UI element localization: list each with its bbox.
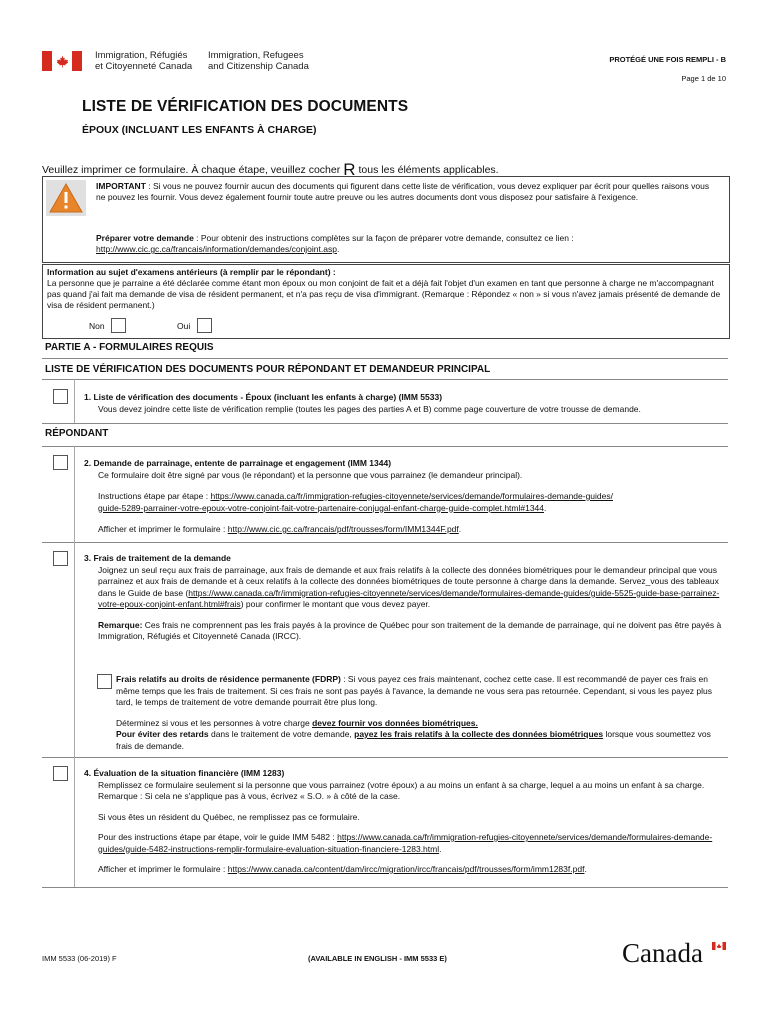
page-title: LISTE DE VÉRIFICATION DES DOCUMENTS (82, 98, 409, 115)
yes-label: Oui (177, 321, 191, 331)
item3-guide-link[interactable]: https://www.canada.ca/fr/immigration-refugies-citoyennete/services/demande/formulaires-demande-guides/guide-5525-guide-base-parrainez-votre-epoux-conjoint-enfant.html#frais (98, 587, 720, 609)
fdrp-text: Frais relatifs au droits de résidence permanente (FDRP) : Si vous payez ces frais maintenant, cochez cette case. Il est recommandé de payer ces frais en même temps que les frais de traitement. Si ces frais ne sont pas payés à l'avance, la demande ne vous sera pas retournée. Cependant, si vous les payez plus tard, le temps de traitement de votre demande pourrait être plus long. Déterminez si vous et les personnes à votre charge devez fournir vos données biométriques. Pour éviter des retards dans le traitement de votre demande, payez les frais relatifs à la collecte des données biométriques lorsque vous soumettez vos frais de demande. (116, 674, 713, 751)
wordmark-flag-icon (712, 942, 726, 950)
item4-form-link[interactable]: https://www.canada.ca/content/dam/ircc/migration/ircc/francais/pdf/trousses/form/imm1283f.pdf (227, 864, 585, 874)
protected-label: PROTÉGÉ UNE FOIS REMPLI - B (609, 55, 726, 64)
item2-text: 2. Demande de parrainage, entente de parrainage et engagement (IMM 1344) Ce formulaire doit être signé par vous (le répondant) et la personne que vous parrainez (le demandeur principal). Instructions étape par étape : https://www.canada.ca/fr/immigration-refugies-citoyennete/services/demande/formulaires-demande-guides/ guide-5289-parrainer-votre-epoux-votre-conjoint-fait-votre-partenaire-conjugal-enfant-charge-guide-complet.html#1344. Afficher et imprimer le formulaire : http://www.cic.gc.ca/francais/pdf/trousses/form/IMM1344F.pdf. (84, 458, 613, 534)
form-code: IMM 5533 (06-2019) F (42, 954, 117, 963)
no-label: Non (89, 321, 105, 331)
department-name-en: Immigration, Refugees and Citizenship Canada (208, 50, 309, 72)
maple-leaf-icon (56, 55, 69, 68)
item2-form-link[interactable]: http://www.cic.gc.ca/francais/pdf/trousses/form/IMM1344F.pdf (227, 524, 459, 534)
prepare-link[interactable]: http://www.cic.gc.ca/francais/information/demandes/conjoint.asp (96, 244, 337, 254)
department-name-fr: Immigration, Réfugiés et Citoyenneté Canada (95, 50, 193, 72)
list-title: LISTE DE VÉRIFICATION DES DOCUMENTS POUR RÉPONDANT ET DEMANDEUR PRINCIPAL (45, 364, 491, 375)
yes-checkbox[interactable] (197, 318, 212, 333)
item2-instructions-link[interactable]: https://www.canada.ca/fr/immigration-refugies-citoyennete/services/demande/formulaires-demande-guides/ (210, 491, 613, 501)
previous-exams-text: Information au sujet d'examens antérieurs (à remplir par le répondant) : La personne que je parraine a été déclarée comme étant mon époux ou mon conjoint de fait et a déjà fait l'objet d'un examen en tant que personne à charge ne m'accompagnant pas quand j'ai fait ma demande de visa de résident permanent, et n'a pas reçu de visa d'immigrant. (Remarque : Répondez « non » si vous n'avez jamais présenté de demande de visa de résident permanent.) (47, 267, 721, 310)
english-version-note: (AVAILABLE IN ENGLISH - IMM 5533 E) (308, 954, 447, 963)
no-checkbox[interactable] (111, 318, 126, 333)
item3-checkbox[interactable] (53, 551, 68, 566)
item2-checkbox[interactable] (53, 455, 68, 470)
item4-guide-link[interactable]: https://www.canada.ca/fr/immigration-refugies-citoyennete/services/demande/formulaires-demande-guides/guide-5482-instructions-remplir-formulaire-evaluation-situation-financiere-1283.html (98, 832, 713, 854)
repondant-heading: RÉPONDANT (45, 428, 109, 439)
important-text: IMPORTANT : Si vous ne pouvez fournir aucun des documents qui figurent dans cette liste de vérification, vous devez expliquer par écrit pour quelles raisons vous ne pouvez les fournir. Vous devez également fournir toute autre preuve ou les autres documents dont vous disposez pour satisfaire à l'exigence. (96, 181, 710, 202)
item3-text: 3. Frais de traitement de la demande Joignez un seul reçu aux frais de parrainage, aux frais de demande et aux frais relatifs à la collecte des données biométriques pour le demandeur principal que vous parrainez et aux frais de demande et à ceux relatifs à la collecte des données biométriques de toute personne à charge dans la demande. Servez_vous des tableaux dans le Guide de base (https://www.canada.ca/fr/immigration-refugies-citoyennete/services/demande/formulaires-demande-guides/guide-5525-guide-base-parrainez-votre-epoux-conjoint-enfant.html#frais) pour confirmer le montant que vous devez payer. Remarque: Ces frais ne comprennent pas les frais payés à la province de Québec pour son traitement de la demande de parrainage, qui ne doivent pas être payés à Immigration, Réfugiés et Citoyenneté Canada (IRCC). (84, 553, 722, 641)
item1-checkbox[interactable] (53, 389, 68, 404)
fdrp-checkbox[interactable] (97, 674, 112, 689)
prepare-text: Préparer votre demande : Pour obtenir des instructions complètes sur la façon de préparer votre demande, consultez ce lien : http://www.cic.gc.ca/francais/information/demandes/conjoint.asp. (96, 233, 574, 254)
canada-flag (42, 51, 82, 71)
item2-instructions-link-2[interactable]: guide-5289-parrainer-votre-epoux-votre-conjoint-fait-votre-partenaire-conjugal-enfant-charge-guide-complet.html#1344 (98, 502, 545, 513)
part-a-heading: PARTIE A - FORMULAIRES REQUIS (45, 342, 214, 353)
checkmark-symbol: R (343, 160, 356, 179)
page-subtitle: ÉPOUX (INCLUANT LES ENFANTS À CHARGE) (82, 124, 317, 136)
item4-checkbox[interactable] (53, 766, 68, 781)
page-number: Page 1 de 10 (681, 74, 726, 83)
item4-text: 4. Évaluation de la situation financière (IMM 1283) Remplissez ce formulaire seulement si la personne que vous parrainez (votre époux) a au moins un enfant à sa charge, lequel a au moins un enfant à sa charge. Remarque : Si cela ne s'applique pas à vous, écrivez « S.O. » à côté de la case. Si vous êtes un résident du Québec, ne remplissez pas ce formulaire. Pour des instructions étape par étape, voir le guide IMM 5482 : https://www.canada.ca/fr/immigration-refugies-citoyennete/services/demande/formulaires-demande-guides/guide-5482-instructions-remplir-formulaire-evaluation-situation-financiere-1283.html. Afficher et imprimer le formulaire : https://www.canada.ca/content/dam/ircc/migration/ircc/francais/pdf/trousses/form/imm1283f.pdf. (84, 768, 713, 874)
item1-text: 1. Liste de vérification des documents - Époux (incluant les enfants à charge) (IMM 5533) Vous devez joindre cette liste de vérification remplie (toutes les pages des parties A et B) comme page couverture de votre trousse de demande. (84, 392, 641, 414)
warning-icon (46, 180, 86, 216)
intro-instruction: Veuillez imprimer ce formulaire. À chaque étape, veuillez cocher R tous les éléments applicables. (42, 160, 499, 179)
canada-wordmark: Canada (622, 938, 703, 969)
